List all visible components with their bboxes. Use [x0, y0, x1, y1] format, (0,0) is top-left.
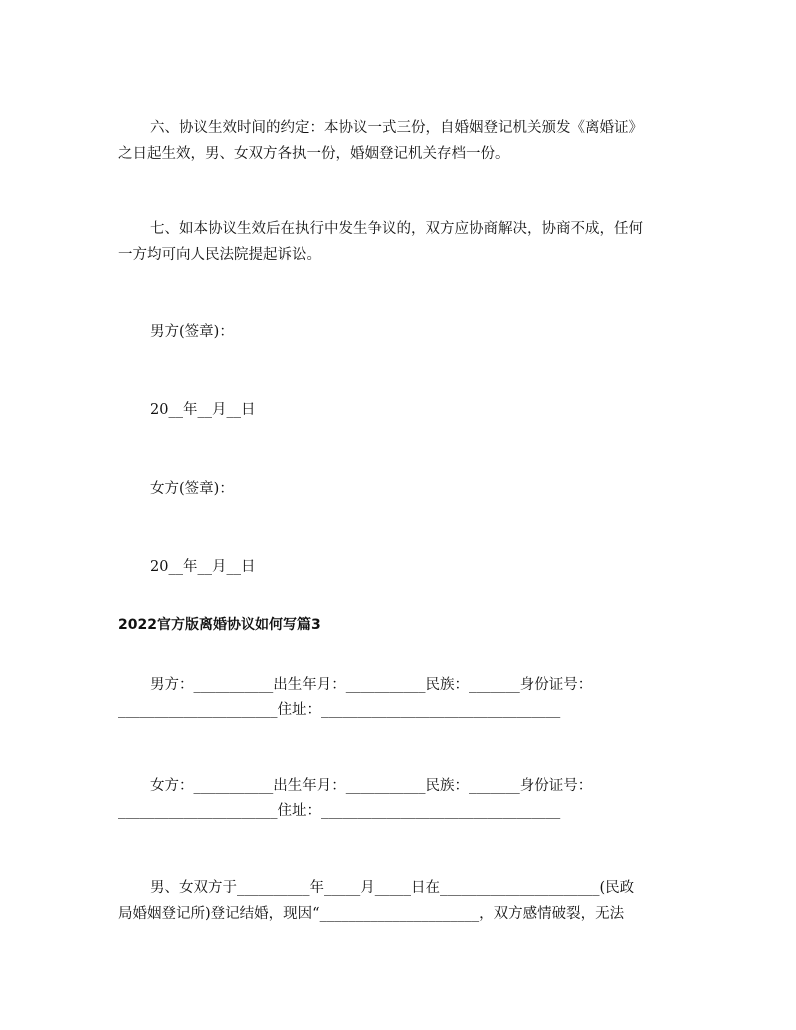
article-6-line-2: 之日起生效，男、女双方各执一份，婚姻登记机关存档一份。 [118, 146, 510, 162]
article-7-line-2: 一方均可向人民法院提起诉讼。 [118, 247, 321, 263]
article-7-line-1: 七、如本协议生效后在执行中发生争议的，双方应协商解决，协商不成，任何 [150, 221, 643, 237]
female-signature-label: 女方(签章)： [150, 481, 234, 497]
male-info-line-1: 男方：___________出生年月：___________民族：_______身份证号： [150, 677, 593, 693]
marriage-line-2: 局婚姻登记所)登记结婚，现因“______________________，双方感情破裂，无法 [118, 906, 625, 922]
section-heading: 2022官方版离婚协议如何写篇3 [118, 617, 321, 633]
male-info-line-2: ______________________住址：_________________________________ [118, 702, 561, 718]
female-info-line-1: 女方：___________出生年月：___________民族：_______身份证号： [150, 778, 593, 794]
male-signature-label: 男方(签章)： [150, 324, 234, 340]
female-info-line-2: ______________________住址：_________________________________ [118, 803, 561, 819]
article-6-line-1: 六、协议生效时间的约定：本协议一式三份，自婚姻登记机关颁发《离婚证》 [150, 120, 643, 136]
male-signature-date: 20__年__月__日 [150, 402, 256, 418]
female-signature-date: 20__年__月__日 [150, 559, 256, 575]
marriage-line-1: 男、女双方于__________年_____月_____日在______________________(民政 [150, 880, 635, 896]
